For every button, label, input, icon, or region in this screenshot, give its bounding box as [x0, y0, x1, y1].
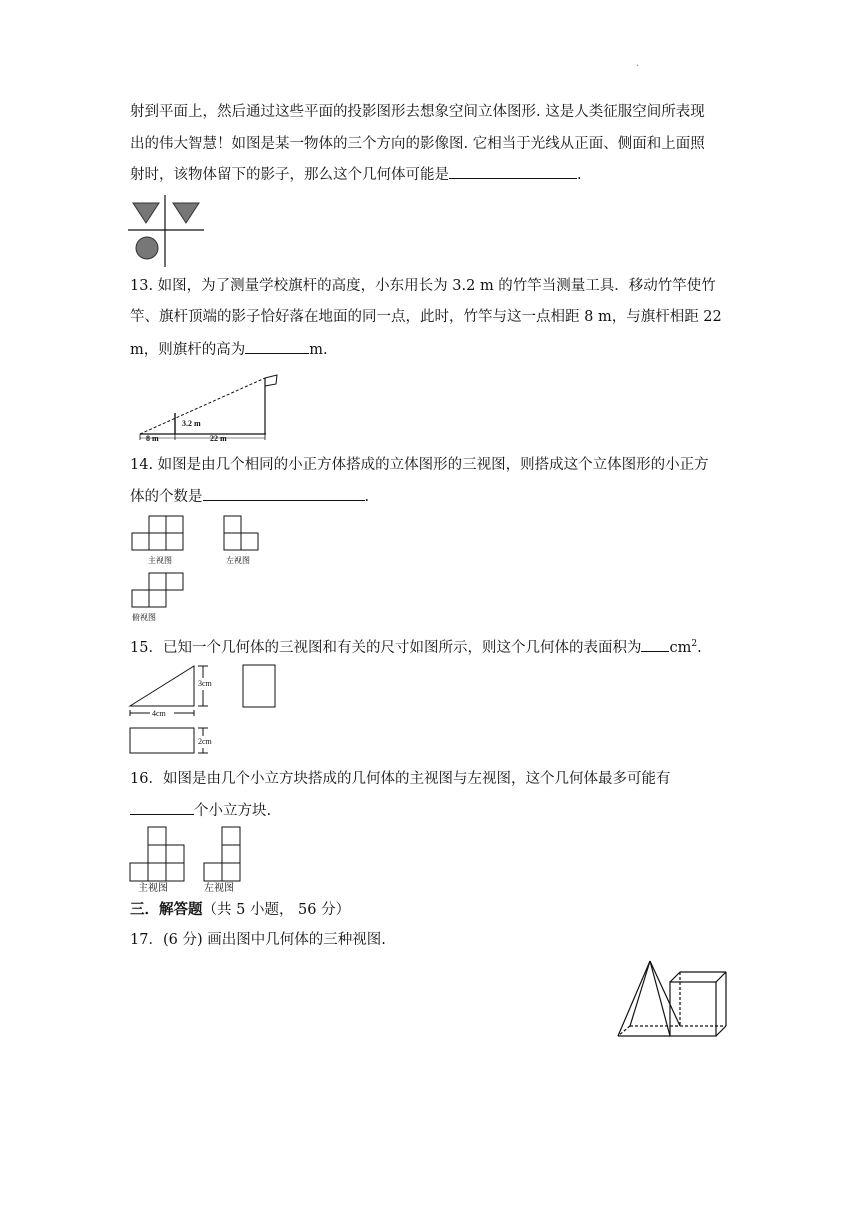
- section-3-title: 三．解答题: [130, 901, 203, 918]
- q13-answer-blank[interactable]: [245, 339, 309, 354]
- q14-line-2: [130, 486, 369, 507]
- q15-unit-exponent: 2: [691, 639, 698, 649]
- q15-unit: cm: [669, 639, 692, 656]
- q16-front-view-label: 主视图: [138, 883, 168, 894]
- q14-line-2-text: 体的个数是: [130, 489, 203, 505]
- q17-line-1: 17．(6 分) 画出图中几何体的三种视图.: [130, 932, 386, 948]
- q14-front-view-label: 主视图: [148, 556, 172, 565]
- q13-distance-2: 22 m: [210, 434, 227, 443]
- q15-line-1-text: 15．已知一个几何体的三视图和有关的尺寸如图所示，则这个几何体的表面积为: [130, 639, 642, 656]
- q13-line-2: 竿、旗杆顶端的影子恰好落在地面的同一点，此时，竹竿与这一点相距 8 m，与旗杆相距 22: [130, 309, 722, 325]
- q14-line-1: 14. 如图是由几个相同的小正方体搭成的立体图形的三视图，则搭成这个立体图形的小正方: [130, 457, 709, 473]
- q13-distance-1: 8 m: [146, 434, 159, 443]
- q17-solid-figure: [614, 958, 738, 1042]
- q15-line-1: [130, 634, 702, 658]
- q12-line-2: 出的伟大智慧！如图是某一物体的三个方向的影像图. 它相当于光线从正面、侧面和上面照: [130, 136, 705, 152]
- q12-three-views-figure: [128, 195, 208, 267]
- q16-line-1: 16．如图是由几个小立方块搭成的几何体的主视图与左视图，这个几何体最多可能有: [130, 771, 671, 787]
- q15-answer-blank[interactable]: [641, 637, 669, 652]
- q16-answer-blank[interactable]: [130, 800, 194, 815]
- q12-line-3-text: 射时，该物体留下的影子，那么这个几何体可能是: [130, 167, 449, 183]
- q14-answer-blank[interactable]: [203, 486, 365, 501]
- q15-three-views-figure: [128, 660, 288, 760]
- header-mark: .: [636, 58, 640, 69]
- q14-left-view-label: 左视图: [226, 556, 250, 565]
- q14-top-view-label: 俯视图: [132, 613, 156, 622]
- q16-views-figure: [128, 825, 248, 895]
- q12-line-1: 射到平面上，然后通过这些平面的投影图形去想象空间立体图形. 这是人类征服空间所表现: [130, 104, 705, 120]
- q12-line-3-end: .: [577, 167, 582, 183]
- q13-line-3-end: m.: [309, 342, 328, 358]
- q14-three-views-figure: [128, 513, 268, 623]
- q12-line-3: [130, 164, 582, 185]
- q13-pole-label: 3.2 m: [182, 419, 201, 428]
- q13-line-1: 13. 如图，为了测量学校旗杆的高度，小东用长为 3.2 m 的竹竿当测量工具．移动竹竿使竹: [130, 278, 716, 294]
- q16-line-2: [130, 800, 271, 821]
- q15-width-label: 4cm: [152, 709, 166, 718]
- q12-answer-blank[interactable]: [449, 164, 577, 179]
- q14-line-2-end: .: [364, 489, 370, 505]
- q16-line-2-text: 个小立方块.: [194, 803, 272, 819]
- q13-flagpole-figure: [138, 372, 288, 444]
- section-3-heading: [130, 900, 350, 920]
- q13-line-3-text: m，则旗杆的高为: [130, 342, 246, 358]
- q16-left-view-label: 左视图: [204, 883, 234, 894]
- q15-line-1-end: .: [697, 639, 702, 656]
- q15-height-label: 3cm: [198, 679, 212, 688]
- q13-line-3: [130, 339, 328, 360]
- q15-depth-label: 2cm: [198, 737, 212, 746]
- section-3-note: （共 5 小题， 56 分）: [202, 902, 351, 918]
